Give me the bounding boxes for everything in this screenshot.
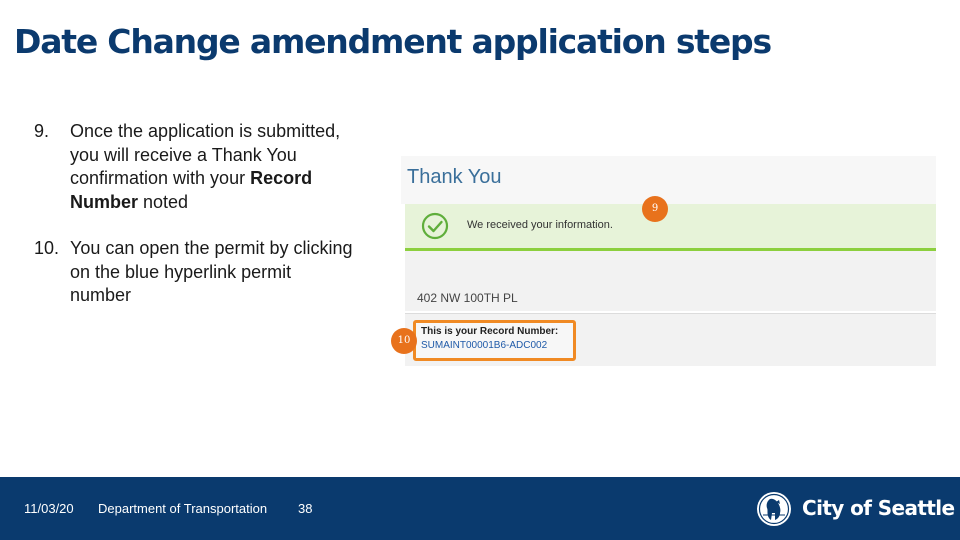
- steps-list: [34, 120, 354, 308]
- city-of-seattle-logo: City of Seattle: [802, 496, 955, 520]
- city-seal-icon: [756, 491, 792, 527]
- callout-badge-9: 9: [642, 196, 668, 222]
- step-9: [34, 120, 354, 214]
- screenshot-address-area: [405, 251, 936, 311]
- record-number-link[interactable]: SUMAINT00001B6-ADC002: [421, 340, 548, 351]
- confirmation-screenshot: [401, 156, 936, 366]
- footer-department: Department of Transportation: [98, 501, 268, 516]
- record-area: [405, 314, 936, 366]
- address-text: 402 NW 100TH PL: [417, 291, 518, 305]
- footer-date: 11/03/20: [24, 501, 74, 516]
- check-circle-icon: [421, 212, 449, 240]
- screenshot-header: [401, 156, 936, 204]
- step-9-text: Once the application is submitted, you will receive a Thank You confirmation with your: [70, 121, 341, 188]
- received-message: We received your information.: [467, 219, 613, 231]
- step-9-text-after: noted: [138, 191, 189, 212]
- record-number-label: This is your Record Number:: [421, 326, 559, 337]
- record-number-highlight: [413, 320, 576, 361]
- footer-page-number: 38: [298, 501, 313, 516]
- footer-bar: [0, 477, 960, 540]
- step-10-number: 10.: [34, 238, 60, 258]
- slide-title: Date Change amendment application steps: [14, 22, 771, 61]
- step-9-number: 9.: [34, 121, 50, 141]
- thank-you-heading: Thank You: [407, 166, 502, 188]
- step-10-text: You can open the permit by clicking on the blue hyperlink permit number: [70, 238, 353, 305]
- callout-badge-10: 10: [391, 328, 417, 354]
- step-9-bold: Record Number: [70, 168, 313, 212]
- success-banner: [405, 204, 936, 251]
- step-10: [34, 237, 354, 308]
